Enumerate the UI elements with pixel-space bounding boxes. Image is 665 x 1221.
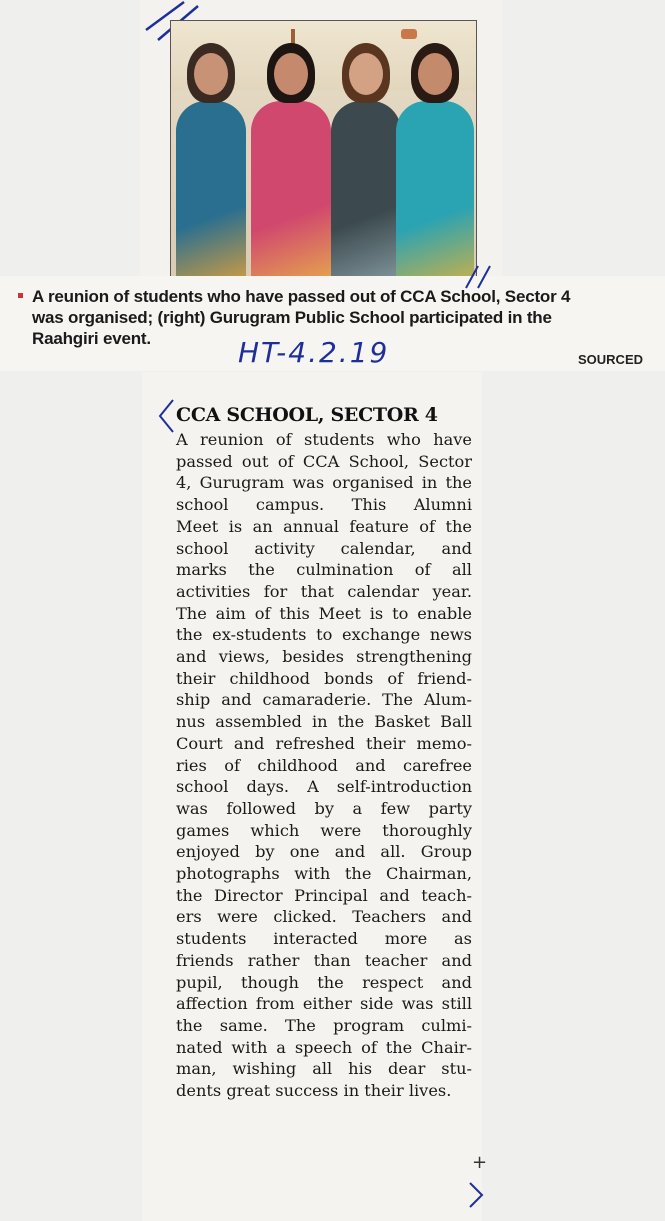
article-line: friends rather than teacher and	[176, 950, 472, 970]
article-line: 4, Gurugram was organised in the	[176, 473, 472, 493]
article-line: The aim of this Meet is to enable	[176, 603, 472, 623]
article-line: and views, besides strengthening	[176, 647, 472, 667]
article-line: affection from either side was still	[176, 994, 472, 1014]
event-photograph	[170, 20, 477, 284]
article-line: ship and camaraderie. The Alum-	[176, 690, 472, 710]
article-line: A reunion of students who have	[176, 430, 472, 449]
article-line: was followed by a few party	[176, 798, 472, 818]
article-line: the Director Principal and teach-	[176, 885, 472, 905]
caption-line: A reunion of students who have passed out of CCA School, Sector 4	[32, 287, 571, 306]
article-line: Meet is an annual feature of the	[176, 516, 472, 536]
article-line: Court and refreshed their memo-	[176, 733, 472, 753]
article-line: the ex-students to exchange news	[176, 625, 472, 645]
open-bracket-pen-mark	[156, 398, 176, 434]
article-line: school days. A self-introduction	[176, 777, 472, 797]
bullet-icon	[18, 293, 23, 298]
close-bracket-pen-mark	[466, 1180, 486, 1210]
photo-credit: SOURCED	[578, 352, 644, 367]
article-body	[176, 429, 472, 1102]
person-outfit	[331, 101, 401, 284]
article-line: school activity calendar, and	[176, 538, 472, 558]
person-figure	[396, 39, 474, 284]
article-line: school campus. This Alumni	[176, 495, 472, 515]
handwritten-date: HT-4.2.19	[238, 336, 390, 369]
article-line: man, wishing all his dear stu-	[176, 1059, 472, 1079]
person-figure	[251, 39, 331, 284]
article-line: nated with a speech of the Chair-	[176, 1037, 472, 1057]
person-outfit	[251, 101, 331, 284]
person-figure	[331, 39, 401, 284]
person-outfit	[176, 101, 246, 284]
person-face	[194, 53, 228, 95]
article-line: passed out of CCA School, Sector	[176, 451, 472, 471]
article-line: their childhood bonds of friend-	[176, 668, 472, 688]
article-line: photographs with the Chairman,	[176, 864, 472, 884]
article-line: activities for that calendar year.	[176, 581, 472, 601]
article-line: students interacted more as	[176, 929, 472, 949]
pen-mark-caption	[462, 262, 502, 292]
person-face	[349, 53, 383, 95]
article-line: marks the culmination of all	[176, 560, 472, 580]
article-line: nus assembled in the Basket Ball	[176, 712, 472, 732]
caption-line: Raahgiri event.	[32, 329, 151, 348]
person-outfit	[396, 101, 474, 284]
article-line: enjoyed by one and all. Group	[176, 842, 472, 862]
article-line: pupil, though the respect and	[176, 972, 472, 992]
person-face	[274, 53, 308, 95]
article-title: CCA SCHOOL, SECTOR 4	[176, 404, 438, 426]
caption-line: was organised; (right) Gurugram Public School participated in the	[32, 308, 552, 327]
article-line: ries of childhood and carefree	[176, 755, 472, 775]
article-line: games which were thoroughly	[176, 820, 472, 840]
person-figure	[176, 39, 246, 284]
person-face	[418, 53, 452, 95]
article-line: the same. The program culmi-	[176, 1015, 472, 1035]
article-line: ers were clicked. Teachers and	[176, 907, 472, 927]
article-line: dents great success in their lives.	[176, 1081, 452, 1101]
plus-mark: +	[472, 1152, 488, 1173]
